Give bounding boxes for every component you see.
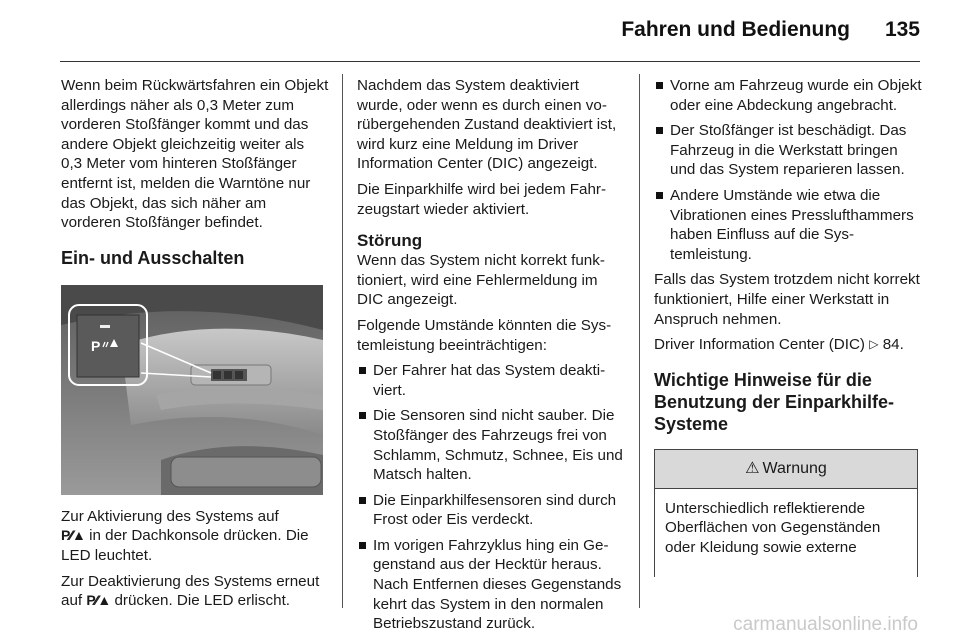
paragraph: Zur Deaktivierung des Systems erneut auf P⁄⁄▲ drücken. Die LED erlischt. (61, 572, 320, 610)
paragraph: Folgende Umstände könnten die Systemleistung beeinträchtigen: (357, 316, 612, 354)
paragraph: Wenn das System nicht korrekt funktioniert, wird eine Fehlermeldung im DIC angezeigt. (357, 252, 605, 309)
page-header (0, 0, 960, 62)
roof-console-photo (61, 285, 323, 495)
column-divider (342, 74, 343, 608)
page-reference-link[interactable]: 84. (882, 336, 904, 354)
warning-title: Warnung (762, 459, 827, 477)
section-heading: Störung (357, 231, 423, 251)
list-item: Der Fahrer hat das System deaktiviert. (357, 361, 625, 400)
list-item: Die Sensoren sind nicht sauber. Die Stoßfänger des Fahrzeugs frei von Schlamm, Schmutz, Schnee, Eis und Matsch halten. (357, 406, 625, 484)
paragraph: Die Einparkhilfe wird bei jedem Fahrzeugstart wieder aktiviert. (357, 180, 607, 218)
warning-header (655, 450, 917, 489)
list-item: Andere Umstände wie etwa die Vibrationen eines Presslufthammers haben Einfluss auf die Systemleistung. (654, 186, 922, 264)
page-reference-icon: ▷ (869, 337, 879, 352)
bullet-list (357, 361, 625, 634)
warning-body: Unterschiedlich reflektierende Oberflächen von Gegenständen oder Kleidung sowie externe (665, 499, 881, 556)
column-3 (654, 76, 922, 577)
warning-box (654, 449, 918, 577)
list-item: Die Einparkhilfesensoren sind durch Frost oder Eis verdeckt. (357, 491, 625, 530)
watermark: carmanualsonline.info (733, 614, 918, 635)
bullet-list (654, 76, 922, 264)
header-rule (60, 61, 920, 62)
list-item: Im vorigen Fahrzyklus hing ein Gegenstand aus der Hecktür heraus. Nach Entfernen dieses Gegenstands kehrt das System in den normalen Betriebszustand zurück. (357, 536, 625, 634)
page-title: Fahren und Bedienung (621, 18, 850, 41)
parking-assist-icon: P⁄⁄▲ (61, 527, 85, 544)
page-number: 135 (884, 18, 920, 41)
list-item: Der Stoßfänger ist beschädigt. Das Fahrzeug in die Werkstatt bringen und das System reparieren lassen. (654, 121, 922, 180)
parking-assist-icon: P⁄⁄▲ (86, 592, 111, 609)
column-divider (639, 74, 640, 608)
section-heading: Ein- und Ausschalten (61, 247, 245, 268)
column-2 (357, 76, 625, 640)
paragraph: Wenn beim Rückwärtsfahren ein Objekt allerdings näher als 0,3 Meter zum vorderen Stoßfänger kommt und das andere Objekt gleichzeitig weiter als 0,3 Meter vom hinteren Stoßfänger entfernt ist, melden die Warntöne nur das Objekt, das sich näher am vorderen Stoßfänger befindet. (61, 77, 329, 232)
parking-assist-button-icon: P (91, 337, 101, 354)
paragraph: Falls das System trotzdem nicht korrekt funktioniert, Hilfe einer Werkstatt in Anspruch nehmen. (654, 271, 920, 328)
paragraph: Nachdem das System deaktiviert wurde, oder wenn es durch einen vorübergehenden Zustand deaktiviert ist, wird kurz eine Meldung im Driver Information Center (DIC) angezeigt. (357, 77, 617, 173)
paragraph: Zur Aktivierung des Systems auf P⁄⁄▲ in der Dachkonsole drücken. Die LED leuchtet. (61, 507, 309, 564)
column-1 (61, 76, 329, 617)
section-heading: Wichtige Hinweise für die Benutzung der Einparkhilfe-Systeme (654, 369, 895, 434)
roof-console-illustration (61, 285, 323, 495)
warning-icon: ⚠ (745, 459, 760, 477)
paragraph: Driver Information Center (DIC) ▷ 84. (654, 336, 904, 354)
list-item: Vorne am Fahrzeug wurde ein Objekt oder eine Abdeckung angebracht. (654, 76, 922, 115)
